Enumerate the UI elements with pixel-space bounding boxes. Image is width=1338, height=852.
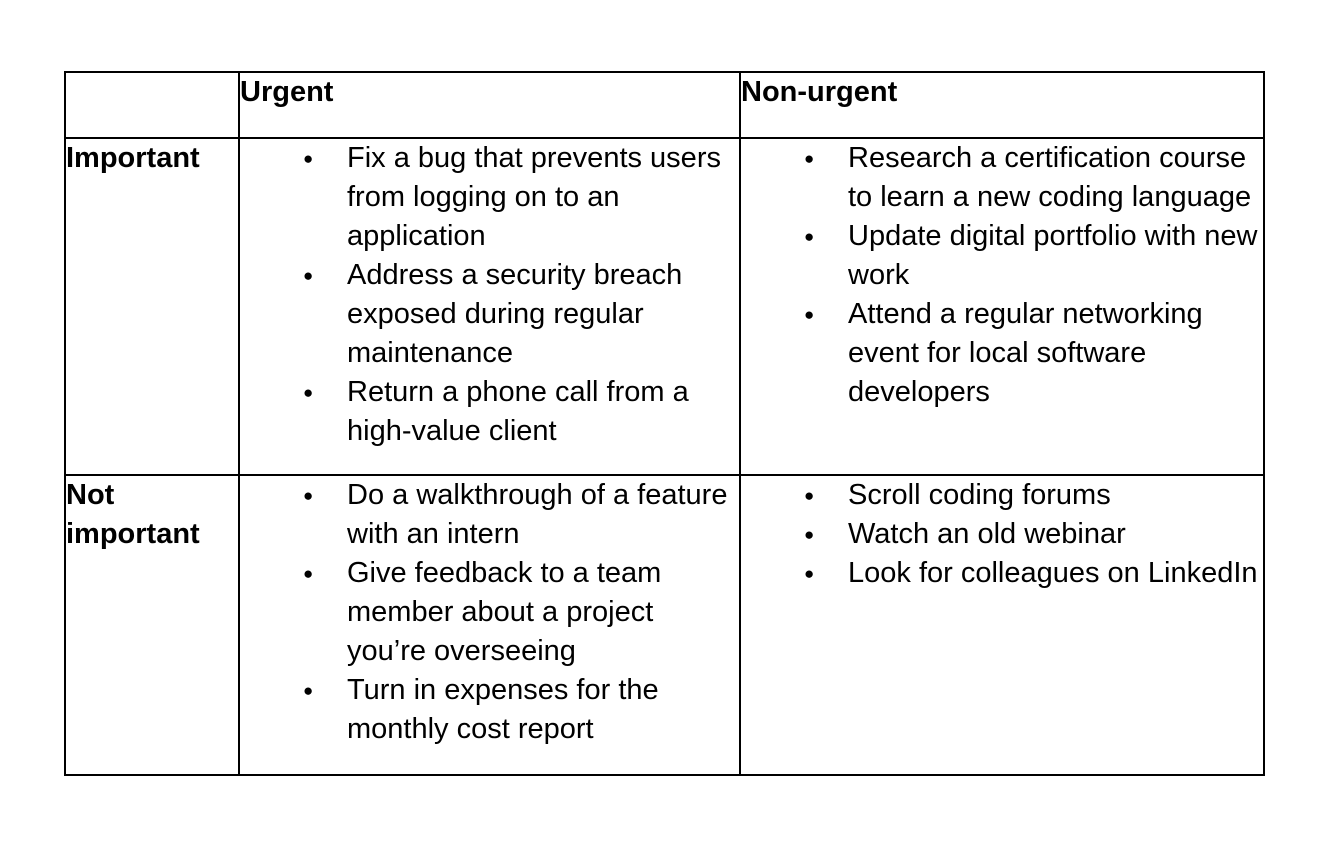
bullet-list-not-important-non-urgent <box>741 476 1263 593</box>
bullet-item: ● Attend a regular networking event for local software developers <box>741 295 1263 412</box>
bullet-item: ● Look for colleagues on LinkedIn <box>741 554 1263 593</box>
bullet-item: ● Fix a bug that prevents users from logging on to an application <box>240 139 739 256</box>
bullet-item: ● Research a certification course to learn a new coding language <box>741 139 1263 217</box>
bullet-list-important-non-urgent <box>741 139 1263 412</box>
cell-not-important-non-urgent <box>740 475 1264 775</box>
bullet-item: ● Scroll coding forums <box>741 476 1263 515</box>
corner-cell <box>65 72 239 138</box>
bullet-item: ● Return a phone call from a high-value client <box>240 373 739 451</box>
cell-not-important-urgent <box>239 475 740 775</box>
bullet-item: ● Address a security breach exposed during regular maintenance <box>240 256 739 373</box>
cell-important-non-urgent <box>740 138 1264 475</box>
bullet-list-important-urgent <box>240 139 739 451</box>
row-header-not-important: Not important <box>65 475 239 775</box>
bullet-item: ● Watch an old webinar <box>741 515 1263 554</box>
priority-matrix-table <box>64 71 1265 776</box>
row-header-important: Important <box>65 138 239 475</box>
bullet-item: ● Update digital portfolio with new work <box>741 217 1263 295</box>
header-row <box>65 72 1264 138</box>
bullet-item: ● Give feedback to a team member about a project you’re overseeing <box>240 554 739 671</box>
row-important <box>65 138 1264 475</box>
row-not-important <box>65 475 1264 775</box>
bullet-item: ● Turn in expenses for the monthly cost report <box>240 671 739 749</box>
column-header-non-urgent: Non-urgent <box>740 72 1264 138</box>
bullet-item: ● Do a walkthrough of a feature with an intern <box>240 476 739 554</box>
cell-important-urgent <box>239 138 740 475</box>
column-header-urgent: Urgent <box>239 72 740 138</box>
bullet-list-not-important-urgent <box>240 476 739 749</box>
